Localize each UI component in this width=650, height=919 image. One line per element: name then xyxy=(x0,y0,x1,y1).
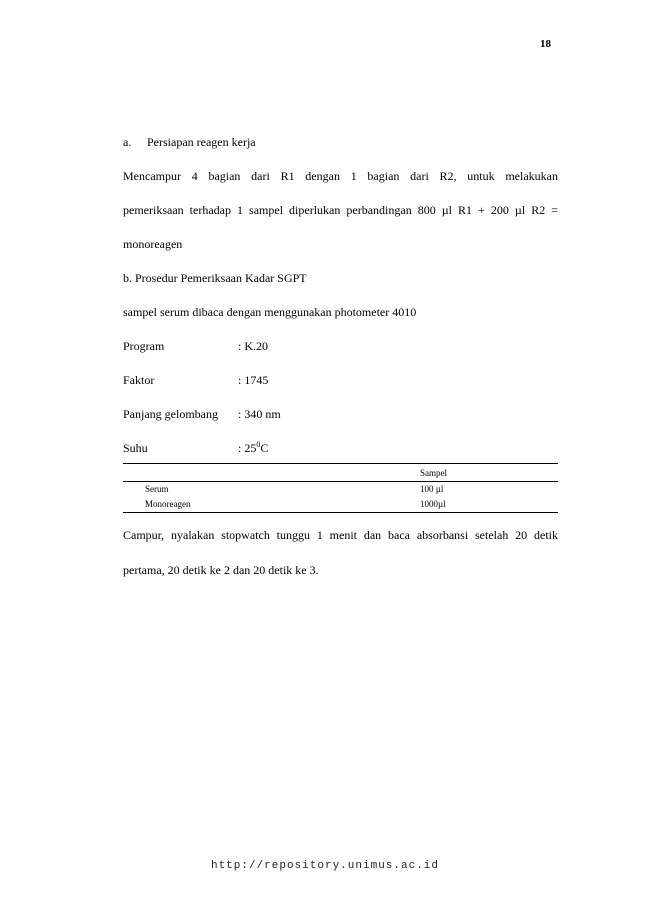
table-header-row xyxy=(123,464,558,481)
param-label: Program xyxy=(123,339,165,353)
param-value-prefix: : 25 xyxy=(238,441,257,455)
page-number: 18 xyxy=(540,38,551,50)
section-a-heading xyxy=(123,135,256,149)
closing-line-2: pertama, 20 detik ke 2 dan 20 detik ke 3. xyxy=(123,563,319,577)
section-a-paragraph-line-2: pemeriksaan terhadap 1 sampel diperlukan perbandingan 800 µl R1 + 200 µl R2 = xyxy=(123,203,558,217)
param-row-faktor xyxy=(123,373,268,387)
closing-line-1: Campur, nyalakan stopwatch tunggu 1 menit dan baca absorbansi setelah 20 detik xyxy=(123,528,558,542)
param-value-suffix: C xyxy=(260,441,269,455)
table-cell-value: 1000µl xyxy=(420,499,446,509)
table-row xyxy=(123,497,558,512)
table-cell-name: Monoreagen xyxy=(145,499,191,509)
param-label: Suhu xyxy=(123,441,148,455)
section-b-heading: b. Prosedur Pemeriksaan Kadar SGPT xyxy=(123,271,307,285)
table-cell-name: Serum xyxy=(145,484,169,494)
section-a-paragraph-line-3: monoreagen xyxy=(123,237,183,251)
param-value: : 340 nm xyxy=(238,407,281,421)
section-a-paragraph-line-1: Mencampur 4 bagian dari R1 dengan 1 bagian dari R2, untuk melakukan xyxy=(123,169,558,183)
section-a-title: Persiapan reagen kerja xyxy=(147,135,256,149)
table-bottom-rule xyxy=(123,512,558,513)
table-row xyxy=(123,482,558,497)
param-row-suhu xyxy=(123,441,268,455)
footer-url: http://repository.unimus.ac.id xyxy=(210,860,440,872)
table-cell-value: 100 µl xyxy=(420,484,444,494)
table-column-header: Sampel xyxy=(420,468,447,478)
sample-table xyxy=(123,463,558,513)
param-value-superscript: 0 xyxy=(256,440,261,449)
param-value: : 1745 xyxy=(238,373,269,387)
section-b-intro: sampel serum dibaca dengan menggunakan photometer 4010 xyxy=(123,305,417,319)
param-row-program xyxy=(123,339,268,353)
section-a-marker: a. xyxy=(123,135,132,149)
param-value xyxy=(238,441,268,455)
param-label: Panjang gelombang xyxy=(123,407,218,421)
param-row-wavelength xyxy=(123,407,281,421)
param-label: Faktor xyxy=(123,373,155,387)
param-value: : K.20 xyxy=(238,339,268,353)
